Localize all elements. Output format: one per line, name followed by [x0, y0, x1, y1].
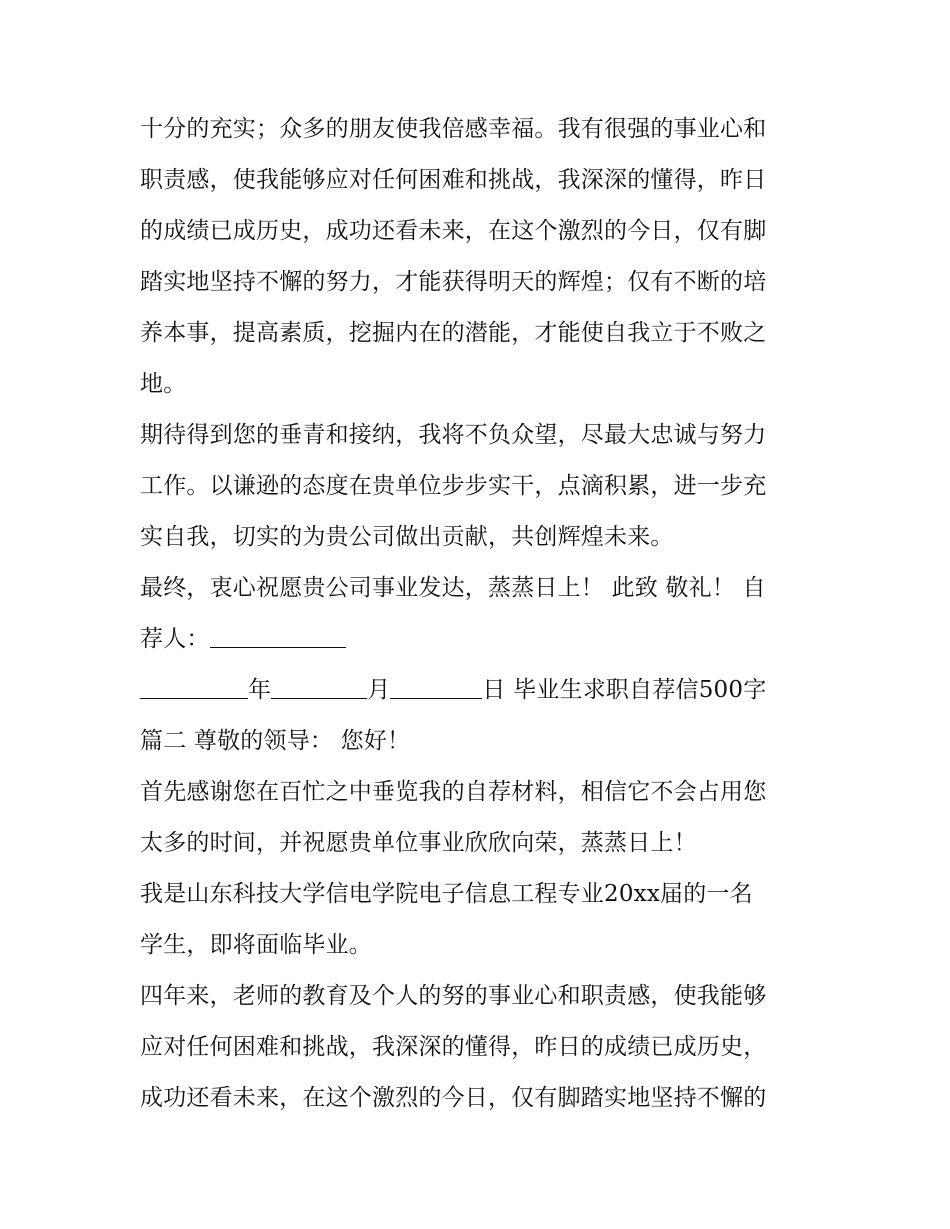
year-label: 年 — [248, 677, 272, 703]
date-line — [140, 665, 820, 716]
month-label: 月 — [367, 677, 391, 703]
text-line: 实自我，切实的为贵公司做出贡献，共创辉煌未来。 — [140, 524, 674, 550]
document-page — [140, 104, 820, 1124]
text-line: 的成绩已成历史，成功还看未来，在这个激烈的今日，仅有脚 — [140, 218, 767, 244]
text-line: 踏实地坚持不懈的努力，才能获得明天的辉煌；仅有不断的培 — [140, 269, 767, 295]
letter2-paragraph-thanks — [140, 767, 820, 869]
letter2-heading: 篇二 尊敬的领导： 您好！ — [140, 728, 411, 754]
text-line: 成功还看未来，在这个激烈的今日，仅有脚踏实地坚持不懈的 — [140, 1085, 767, 1111]
letter2-paragraph-intro — [140, 869, 820, 971]
text-line: 地。 — [140, 371, 187, 397]
text-line: 养本事，提高素质，挖掘内在的潜能，才能使自我立于不败之 — [140, 320, 767, 346]
paragraph-expectation — [140, 410, 820, 563]
recommender-label: 荐人： — [140, 626, 210, 652]
text-line: 我是山东科技大学信电学院电子信息工程专业20xx届的一名 — [140, 881, 753, 907]
text-line: 应对任何困难和挑战，我深深的懂得，昨日的成绩已成历史， — [140, 1034, 767, 1060]
text-line: 期待得到您的垂青和接纳，我将不负众望，尽最大忠诚与努力 — [140, 422, 767, 448]
paragraph-closing — [140, 563, 820, 716]
text-line: 工作。以谦逊的态度在贵单位步步实干，点滴积累，进一步充 — [140, 473, 767, 499]
text-line: 四年来，老师的教育及个人的努的事业心和职责感，使我能够 — [140, 983, 767, 1009]
year-blank — [140, 676, 248, 699]
text-line: 十分的充实；众多的朋友使我倍感幸福。我有很强的事业心和 — [140, 116, 767, 142]
text-line: 学生，即将面临毕业。 — [140, 932, 372, 958]
signature-line — [140, 614, 820, 665]
text-line: 职责感，使我能够应对任何困难和挑战，我深深的懂得，昨日 — [140, 167, 767, 193]
paragraph-self-description — [140, 104, 820, 410]
signature-blank — [210, 625, 346, 648]
closing-line: 最终，衷心祝愿贵公司事业发达，蒸蒸日上！ 此致 敬礼！ 自 — [140, 575, 766, 601]
letter2-paragraph-experience — [140, 971, 820, 1124]
letter2-heading-block — [140, 716, 820, 767]
day-blank — [390, 676, 482, 699]
text-line: 太多的时间，并祝愿贵单位事业欣欣向荣，蒸蒸日上！ — [140, 830, 697, 856]
day-label: 日 毕业生求职自荐信500字 — [482, 677, 767, 703]
text-line: 首先感谢您在百忙之中垂览我的自荐材料，相信它不会占用您 — [140, 779, 767, 805]
month-blank — [271, 676, 367, 699]
